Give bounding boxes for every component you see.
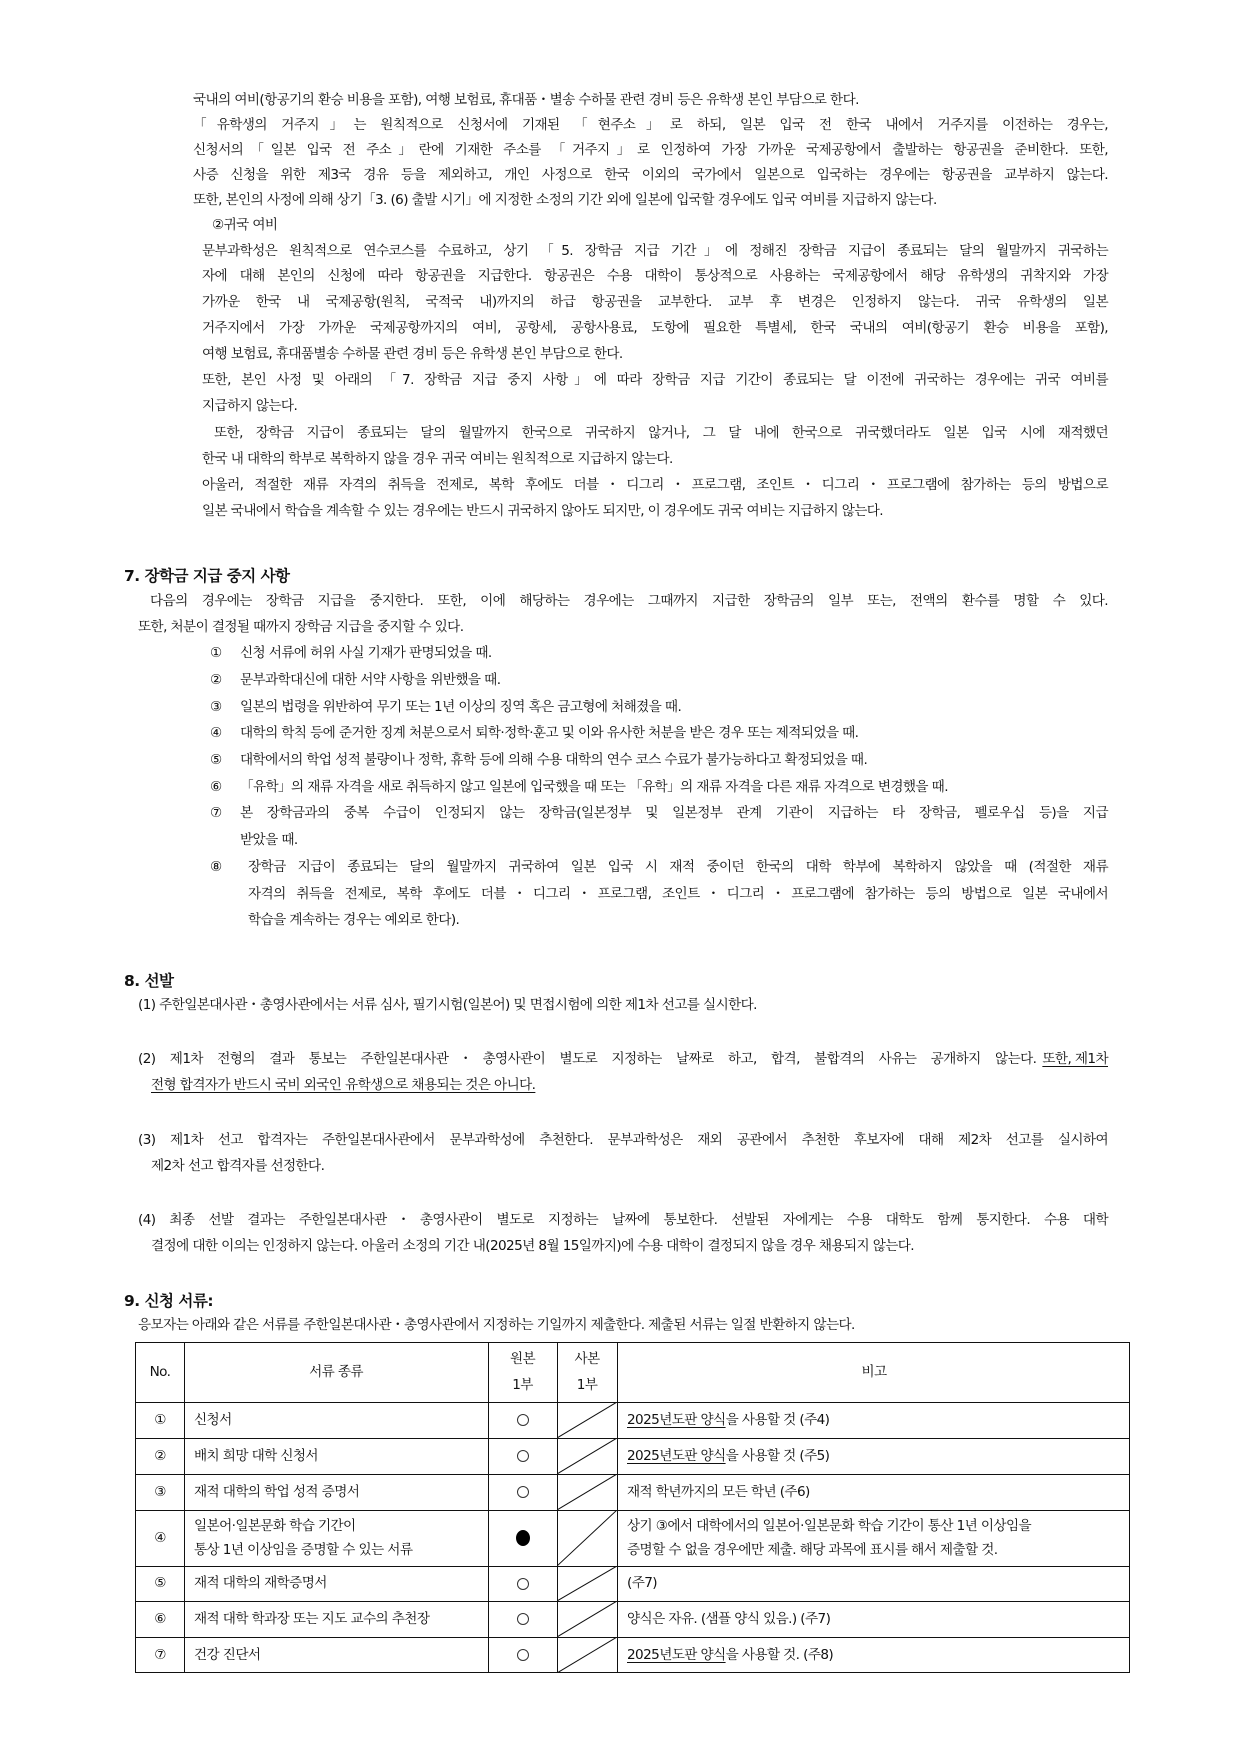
diagonal-slash-icon: [557, 1637, 617, 1673]
remarks-text: (주7): [627, 1575, 657, 1591]
underlined-text: 2025년도판 양식: [627, 1412, 726, 1428]
original-copy-mark: [488, 1601, 557, 1637]
list-item-continued: 자격의 취득을 전제로, 복학 후에도 더블・디그리・프로그램, 조인트・디그리・프로그램에 참가하는 등의 방법으로 일본 국내에서: [248, 886, 1108, 902]
underlined-text: 전형 합격자가 반드시 국비 외국인 유학생으로 채용되는 것은 아니다.: [151, 1077, 536, 1093]
list-item: 본 장학금과의 중복 수급이 인정되지 않는 장학금(일본정부 및 일본정부 관계 기관이 지급하는 타 장학금, 펠로우십 등)을 지급: [240, 805, 1108, 821]
document-type: [194, 1438, 484, 1474]
list-item-number: ⑤: [210, 752, 222, 768]
document-type: [194, 1601, 484, 1637]
remarks: [627, 1438, 1127, 1474]
remarks-line: [627, 1637, 1127, 1673]
row-number: ⑦: [154, 1647, 166, 1663]
document-type-line: 재적 대학 학과장 또는 지도 교수의 추천장: [194, 1611, 430, 1627]
list-item: 신청 서류에 허위 사실 기재가 판명되었을 때.: [240, 645, 492, 661]
paragraph-line: 사증 신청을 위한 제3국 경유 등을 제외하고, 개인 사정으로 한국 이외의 국가에서 일본으로 입국하는 경우에는 항공권을 교부하지 않는다.: [193, 167, 1108, 183]
diagonal-line: [557, 1402, 617, 1438]
diagonal-line: [557, 1601, 617, 1637]
return-travel-title: ②귀국 여비: [212, 217, 278, 233]
remarks-text: 을 사용할 것 (주5): [725, 1448, 830, 1464]
paragraph-line: 또한, 처분이 결정될 때까지 장학금 지급을 중지할 수 있다.: [138, 619, 464, 635]
document-type-line: 일본어·일본문화 학습 기간이: [194, 1518, 356, 1534]
diagonal-slash-icon: [557, 1601, 617, 1637]
list-item-continued: 학습을 계속하는 경우는 예외로 한다).: [248, 912, 460, 928]
document-type: [194, 1474, 484, 1510]
open-circle-icon: [517, 1486, 529, 1498]
diagonal-slash-icon: [557, 1474, 617, 1510]
remarks: [627, 1637, 1127, 1673]
remarks: [627, 1601, 1127, 1637]
header-no: No.: [149, 1364, 171, 1380]
remarks-text: 양식은 자유. (샘플 양식 있음.) (주7): [627, 1611, 831, 1627]
list-item-number: ⑦: [210, 805, 222, 821]
row-number: ⑤: [154, 1575, 166, 1591]
document-type: [194, 1566, 484, 1601]
diagonal-line: [557, 1510, 617, 1566]
paragraph-line: 자에 대해 본인의 신청에 따라 항공권을 지급한다. 항공권은 수용 대학이 통상적으로 사용하는 국제공항에서 해당 유학생의 귀착지와 가장: [202, 268, 1108, 284]
paragraph-line: 결정에 대한 이의는 인정하지 않는다. 아울러 소정의 기간 내(2025년 8월 15일까지)에 수용 대학이 결정되지 않을 경우 채용되지 않는다.: [151, 1238, 915, 1254]
open-circle-icon: [517, 1613, 529, 1625]
table-row: [136, 1601, 1131, 1637]
paragraph-line: 가까운 한국 내 국제공항(원칙, 국적국 내)까지의 하급 항공권을 교부한다. 교부 후 변경은 인정하지 않는다. 귀국 유학생의 일본: [202, 294, 1108, 310]
paragraph-line: 또한, 장학금 지급이 종료되는 달의 월말까지 한국으로 귀국하지 않거나, 그 달 내에 한국으로 귀국했더라도 일본 입국 시에 재적했던: [214, 425, 1108, 441]
remarks-line: [627, 1402, 1127, 1438]
paragraph-line: (1) 주한일본대사관・총영사관에서는 서류 심사, 필기시험(일본어) 및 면접시험에 의한 제1차 선고를 실시한다.: [138, 997, 757, 1013]
row-number: ④: [154, 1530, 166, 1546]
list-item: 대학에서의 학업 성적 불량이나 정학, 휴학 등에 의해 수용 대학의 연수 코스 수료가 불가능하다고 확정되었을 때.: [240, 752, 868, 768]
underlined-text: 또한, 제1차: [1042, 1051, 1108, 1067]
list-item-number: ⑧: [210, 859, 222, 875]
row-number: ③: [154, 1484, 166, 1500]
paragraph-line: 다음의 경우에는 장학금 지급을 중지한다. 또한, 이에 해당하는 경우에는 그때까지 지급한 장학금의 일부 또는, 전액의 환수를 명할 수 있다.: [150, 593, 1108, 609]
list-item-number: ②: [210, 672, 222, 688]
remarks-text: 상기 ③에서 대학에서의 일본어·일본문화 학습 기간이 통산 1년 이상임을: [627, 1518, 1032, 1534]
section-heading: 8. 선발: [124, 972, 174, 990]
table-row: [136, 1566, 1131, 1601]
document-type: [194, 1402, 484, 1438]
remarks-line: [627, 1474, 1127, 1510]
document-type: [194, 1637, 484, 1673]
row-number: ②: [154, 1448, 166, 1464]
header-original: 원본: [509, 1351, 536, 1367]
remarks: [627, 1566, 1127, 1601]
table-row: [136, 1510, 1131, 1566]
paragraph-text: (2) 제1차 전형의 결과 통보는 주한일본대사관・총영사관이 별도로 지정하는 날짜로 하고, 합격, 불합격의 사유는 공개하지 않는다.: [138, 1051, 1037, 1067]
remarks-text: 을 사용할 것. (주8): [725, 1647, 834, 1663]
section-heading: 9. 신청 서류:: [124, 1292, 214, 1310]
list-item-number: ③: [210, 699, 222, 715]
list-item-continued: 받았을 때.: [240, 832, 298, 848]
remarks: [627, 1514, 1127, 1562]
open-circle-icon: [517, 1450, 529, 1462]
row-number: ①: [154, 1412, 166, 1428]
paragraph-line: 문부과학성은 원칙적으로 연수코스를 수료하고, 상기 「5. 장학금 지급 기간」에 정해진 장학금 지급이 종료되는 달의 월말까지 귀국하는: [202, 243, 1108, 259]
application-documents-table: [135, 1342, 1130, 1673]
paragraph-line: 아울러, 적절한 재류 자격의 취득을 전제로, 복학 후에도 더블・디그리・프로그램, 조인트・디그리・프로그램에 참가하는 등의 방법으로: [202, 477, 1108, 493]
paragraph-line: 국내의 여비(항공기의 환승 비용을 포함), 여행 보험료, 휴대품・별송 수하물 관련 경비 등은 유학생 본인 부담으로 한다.: [193, 92, 859, 108]
remarks-text: 증명할 수 없을 경우에만 제출. 해당 과목에 표시를 해서 제출할 것.: [627, 1542, 998, 1558]
original-copy-mark: [488, 1566, 557, 1601]
original-copy-mark: [488, 1474, 557, 1510]
document-type-line: 배치 희망 대학 신청서: [194, 1448, 318, 1464]
document-type-line: 건강 진단서: [194, 1647, 261, 1663]
paragraph-line: 지급하지 않는다.: [202, 398, 298, 414]
table-row: [136, 1402, 1131, 1438]
remarks-line: [627, 1514, 1127, 1538]
list-item: 대학의 학칙 등에 준거한 징계 처분으로서 퇴학·정학·훈고 및 이와 유사한 처분을 받은 경우 또는 제적되었을 때.: [240, 725, 859, 741]
section-heading: 7. 장학금 지급 중지 사항: [124, 567, 290, 585]
document-type: [194, 1514, 484, 1562]
header-copy-count: 1부: [576, 1377, 598, 1393]
header-remarks: 비고: [861, 1364, 887, 1380]
table-row: [136, 1637, 1131, 1673]
diagonal-line: [557, 1474, 617, 1510]
list-item: 장학금 지급이 종료되는 달의 월말까지 귀국하여 일본 입국 시 재적 중이던 한국의 대학 학부에 복학하지 않았을 때 (적절한 재류: [248, 859, 1108, 875]
document-type-line: 재적 대학의 재학증명서: [194, 1575, 327, 1591]
list-item-number: ①: [210, 645, 222, 661]
paragraph-line: 신청서의「일본 입국 전 주소」란에 기재한 주소를 「거주지」로 인정하여 가장 가까운 국제공항에서 출발하는 항공권을 준비한다. 또한,: [193, 142, 1108, 158]
original-copy-mark: [488, 1510, 557, 1566]
document-type-line: 통상 1년 이상임을 증명할 수 있는 서류: [194, 1542, 413, 1558]
list-item: 문부과학대신에 대한 서약 사항을 위반했을 때.: [240, 672, 501, 688]
diagonal-line: [557, 1566, 617, 1601]
underlined-text: 2025년도판 양식: [627, 1448, 726, 1464]
remarks-line: [627, 1601, 1127, 1637]
original-copy-mark: [488, 1637, 557, 1673]
underlined-text: 2025년도판 양식: [627, 1647, 726, 1663]
list-item: 일본의 법령을 위반하여 무기 또는 1년 이상의 징역 혹은 금고형에 처해졌을 때.: [240, 699, 682, 715]
table-row: [136, 1474, 1131, 1510]
document-type-line: 재적 대학의 학업 성적 증명서: [194, 1484, 360, 1500]
paragraph-line: 또한, 본인 사정 및 아래의 「7. 장학금 지급 중지 사항」에 따라 장학금 지급 기간이 종료되는 달 이전에 귀국하는 경우에는 귀국 여비를: [202, 372, 1108, 388]
remarks: [627, 1402, 1127, 1438]
remarks-line: [627, 1538, 1127, 1562]
paragraph-line: 제2차 선고 합격자를 선정한다.: [151, 1158, 325, 1174]
paragraph-line: 일본 국내에서 학습을 계속할 수 있는 경우에는 반드시 귀국하지 않아도 되지만, 이 경우에도 귀국 여비는 지급하지 않는다.: [202, 503, 884, 519]
diagonal-slash-icon: [557, 1566, 617, 1601]
document-type-line: 신청서: [194, 1412, 232, 1428]
header-original-count: 1부: [512, 1377, 533, 1393]
table-row: [136, 1438, 1131, 1474]
remarks: [627, 1474, 1127, 1510]
paragraph-line: (3) 제1차 선고 합격자는 주한일본대사관에서 문부과학성에 추천한다. 문부과학성은 재외 공관에서 추천한 후보자에 대해 제2차 선고를 실시하여: [138, 1132, 1108, 1148]
diagonal-line: [557, 1637, 617, 1673]
remarks-text: 재적 학년까지의 모든 학년 (주6): [627, 1484, 810, 1500]
paragraph-line: [138, 1049, 1108, 1069]
diagonal-slash-icon: [557, 1402, 617, 1438]
header-doc-type: 서류 종류: [309, 1364, 363, 1380]
paragraph-line: 여행 보험료, 휴대품별송 수하물 관련 경비 등은 유학생 본인 부담으로 한다.: [202, 346, 623, 362]
list-item-number: ⑥: [210, 779, 222, 795]
diagonal-slash-icon: [557, 1438, 617, 1474]
paragraph-line: (4) 최종 선발 결과는 주한일본대사관・총영사관이 별도로 지정하는 날짜에 통보한다. 선발된 자에게는 수용 대학도 함께 통지한다. 수용 대학: [138, 1212, 1108, 1228]
original-copy-mark: [488, 1438, 557, 1474]
paragraph-line: 한국 내 대학의 학부로 복학하지 않을 경우 귀국 여비는 원칙적으로 지급하지 않는다.: [202, 451, 673, 467]
original-copy-mark: [488, 1402, 557, 1438]
header-copy: 사본: [574, 1351, 600, 1367]
open-circle-icon: [517, 1414, 529, 1426]
paragraph-line: [151, 1075, 535, 1095]
paragraph-line: 「유학생의 거주지」는 원칙적으로 신청서에 기재된 「현주소」로 하되, 일본 입국 전 한국 내에서 거주지를 이전하는 경우는,: [193, 117, 1108, 133]
row-number: ⑥: [154, 1611, 166, 1627]
diagonal-line: [557, 1438, 617, 1474]
remarks-line: [627, 1566, 1127, 1601]
open-circle-icon: [517, 1649, 529, 1661]
open-circle-icon: [517, 1578, 529, 1590]
paragraph-line: 또한, 본인의 사정에 의해 상기「3. (6) 출발 시기」에 지정한 소정의 기간 외에 일본에 입국할 경우에도 입국 여비를 지급하지 않는다.: [193, 192, 937, 208]
filled-circle-icon: [516, 1530, 530, 1546]
remarks-line: [627, 1438, 1127, 1474]
list-item: 「유학」의 재류 자격을 새로 취득하지 않고 일본에 입국했을 때 또는 「유학」의 재류 자격을 다른 재류 자격으로 변경했을 때.: [240, 779, 948, 795]
paragraph-line: 거주지에서 가장 가까운 국제공항까지의 여비, 공항세, 공항사용료, 도항에 필요한 특별세, 한국 국내의 여비(항공기 환승 비용을 포함),: [202, 320, 1108, 336]
diagonal-slash-icon: [557, 1510, 617, 1566]
paragraph-line: 응모자는 아래와 같은 서류를 주한일본대사관・총영사관에서 지정하는 기일까지 제출한다. 제출된 서류는 일절 반환하지 않는다.: [138, 1317, 855, 1333]
remarks-text: 을 사용할 것 (주4): [725, 1412, 830, 1428]
list-item-number: ④: [210, 725, 222, 741]
